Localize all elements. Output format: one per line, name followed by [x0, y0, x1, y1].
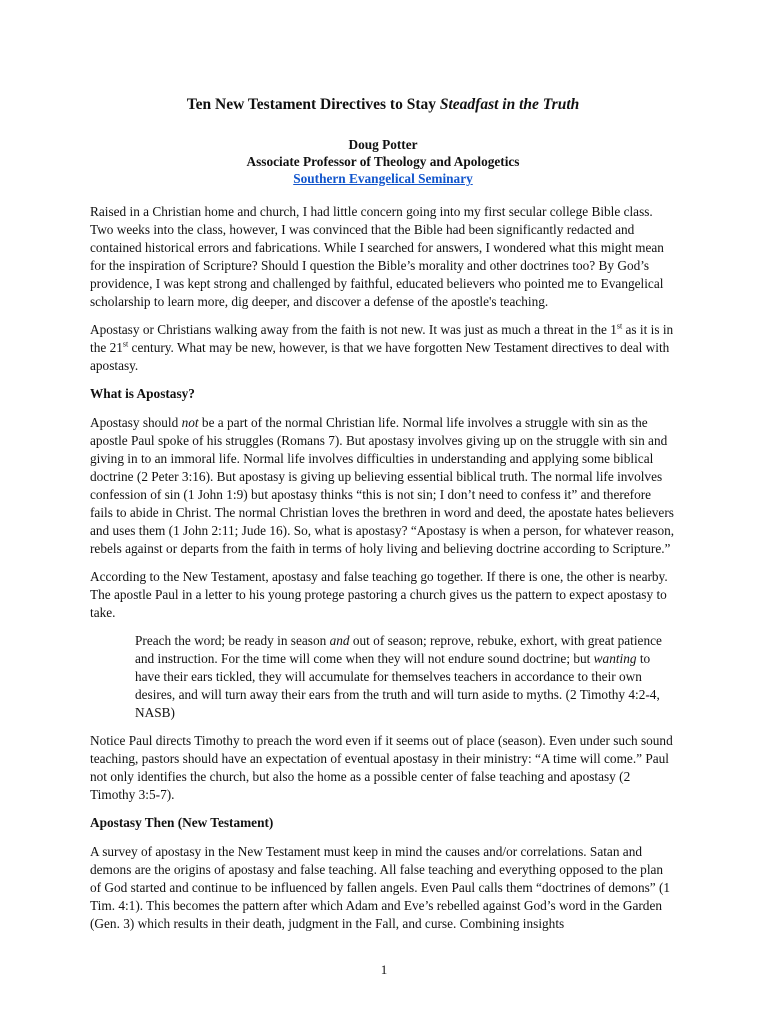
title-main: Ten New Testament Directives to Stay [186, 96, 440, 113]
document-title [90, 96, 676, 114]
superscript: st [122, 339, 129, 349]
section-heading-apostasy-then: Apostasy Then (New Testament) [90, 815, 274, 830]
emphasis: and [329, 633, 350, 648]
text-span: Preach the word; be ready in season [135, 633, 330, 648]
text-span: be a part of the normal Christian life. Normal life involves a struggle with sin as the apostle Paul spoke of his struggles (Romans 7). But apostasy involves giving up on the struggle with sin and giving in to an immoral life. Normal life involves difficulties in understanding and applying some biblical doctrine (2 Peter 3:16). But apostasy is giving up believing essential biblical truth. The normal life involves confession of sin (1 John 1:9) but apostasy thinks “this is not sin; I don’t need to confess it” and therefore fails to abide in Christ. The normal Christian loves the brethren in word and deed, the apostate hates believers and uses them (1 John 2:11; Jude 16). So, what is apostasy? “Apostasy is when a person, for whatever reason, rebels against or departs from the faith in terms of holy living and believing doctrine according to Scripture.” [90, 415, 675, 556]
paragraph-false-teaching: According to the New Testament, apostasy and false teaching go together. If there is one, the other is nearby. The apostle Paul in a letter to his young protege pastoring a church gives us the pattern to expect apostasy to take. [90, 569, 668, 620]
paragraph-apostasy-not-new [90, 321, 676, 375]
paragraph-survey: A survey of apostasy in the New Testament must keep in mind the causes and/or correlations. Satan and demons are the origins of apostasy and false teaching. All false teaching and everything opposed to the plan of God started and continue to be influenced by fallen angels. Even Paul calls them “doctrines of demons” (1 Tim. 4:1). This becomes the pattern after which Adam and Eve’s rebelled against God’s word in the Garden (Gen. 3) which results in their death, judgment in the Fall, and curse. Combining insights [90, 844, 671, 931]
text-span: Apostasy should [90, 415, 182, 430]
author-name: Doug Potter [348, 137, 418, 152]
byline [90, 136, 676, 187]
text-span: Apostasy or Christians walking away from the faith is not new. It was just as much a threat in the 1 [90, 322, 617, 337]
emphasis: not [181, 415, 199, 430]
page-number: 1 [380, 962, 388, 977]
text-span: out of season; reprove, rebuke, exhort, with great patience and instruction. For the time will come when they will not endure sound doctrine; but [135, 633, 662, 666]
paragraph-intro: Raised in a Christian home and church, I had little concern going into my first secular college Bible class. Two weeks into the class, however, I was convinced that the Bible had been significantly redacted and contained historical errors and fabrications. While I searched for answers, I wondered what this might mean for the inspiration of Scripture? Should I question the Bible’s morality and other doctrines too? By God’s providence, I was kept strong and challenged by faithful, educated believers who pointed me to Evangelical scholarship to learn more, dig deeper, and discover a defense of the apostle's teaching. [90, 204, 664, 309]
institution-link[interactable]: Southern Evangelical Seminary [293, 171, 473, 186]
paragraph-definition [90, 414, 676, 558]
author-position: Associate Professor of Theology and Apologetics [246, 154, 520, 169]
text-span: as it is in the 21 [90, 322, 674, 355]
superscript: st [616, 321, 623, 331]
emphasis: wanting [593, 651, 637, 666]
paragraph-timothy: Notice Paul directs Timothy to preach the word even if it seems out of place (season). Even under such sound teaching, pastors should have an expectation of eventual apostasy in their ministry: “A time will come.” Paul not only identifies the church, but also the home as a possible center of false teaching and apostasy (2 Timothy 3:5-7). [90, 733, 673, 802]
title-italic: Steadfast in the Truth [439, 96, 580, 113]
document-body [90, 96, 676, 943]
text-span: to have their ears tickled, they will accumulate for themselves teachers in accordance to their own desires, and will turn away their ears from the truth and will turn aside to myths. (2 Timothy 4:2-4, NASB) [135, 651, 660, 720]
section-heading-what-is-apostasy: What is Apostasy? [90, 386, 195, 401]
block-quote [135, 632, 666, 722]
text-span: century. What may be new, however, is that we have forgotten New Testament directives to deal with apostasy. [90, 340, 670, 373]
